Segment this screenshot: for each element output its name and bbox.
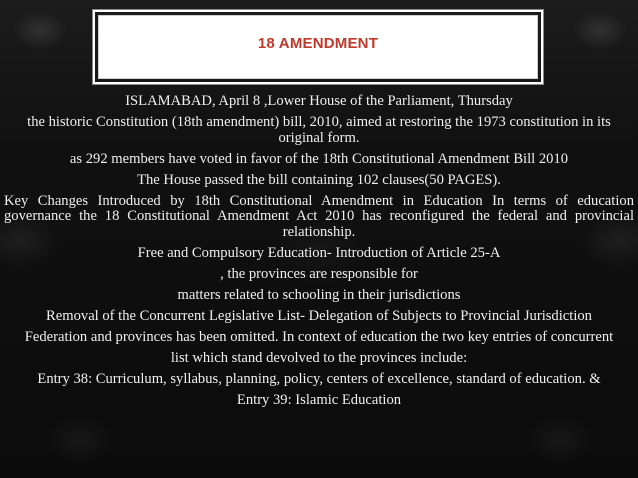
paragraph-12: Entry 38: Curriculum, syllabus, planning, policy, centers of excellence, standard of education. &: [37, 370, 601, 387]
paragraph-1: ISLAMABAD, April 8 ,Lower House of the Parliament, Thursday: [125, 93, 513, 109]
paragraph-9: Removal of the Concurrent Legislative List- Delegation of Subjects to Provincial Jurisdiction: [46, 307, 592, 324]
paragraph-10: Federation and provinces has been omitted. In context of education the two key entries of concurrent: [24, 328, 614, 345]
slide-title: 18 AMENDMENT: [257, 35, 379, 52]
paragraph-6: Free and Compulsory Education- Introduction of Article 25-A: [137, 244, 501, 261]
paragraph-4: The House passed the bill containing 102 clauses(50 PAGES).: [137, 171, 501, 188]
slide-body: [4, 94, 634, 414]
paragraph-8: matters related to schooling in their jurisdictions: [177, 286, 461, 303]
paragraph-13: Entry 39: Islamic Education: [236, 391, 402, 408]
paragraph-5: Key Changes Introduced by 18th Constitutional Amendment in Education In terms of education governance the 18 Constitutional Amendment Act 2010 has reconfigured the federal and provincial relationship.: [4, 192, 634, 240]
paragraph-11: list which stand devolved to the provinces include:: [170, 349, 468, 366]
paragraph-3: as 292 members have voted in favor of the 18th Constitutional Amendment Bill 2010: [69, 150, 569, 167]
paragraph-7: , the provinces are responsible for: [220, 265, 418, 282]
title-box: [98, 15, 538, 79]
paragraph-2: the historic Constitution (18th amendment) bill, 2010, aimed at restoring the 1973 constitution in its original form.: [27, 114, 611, 146]
